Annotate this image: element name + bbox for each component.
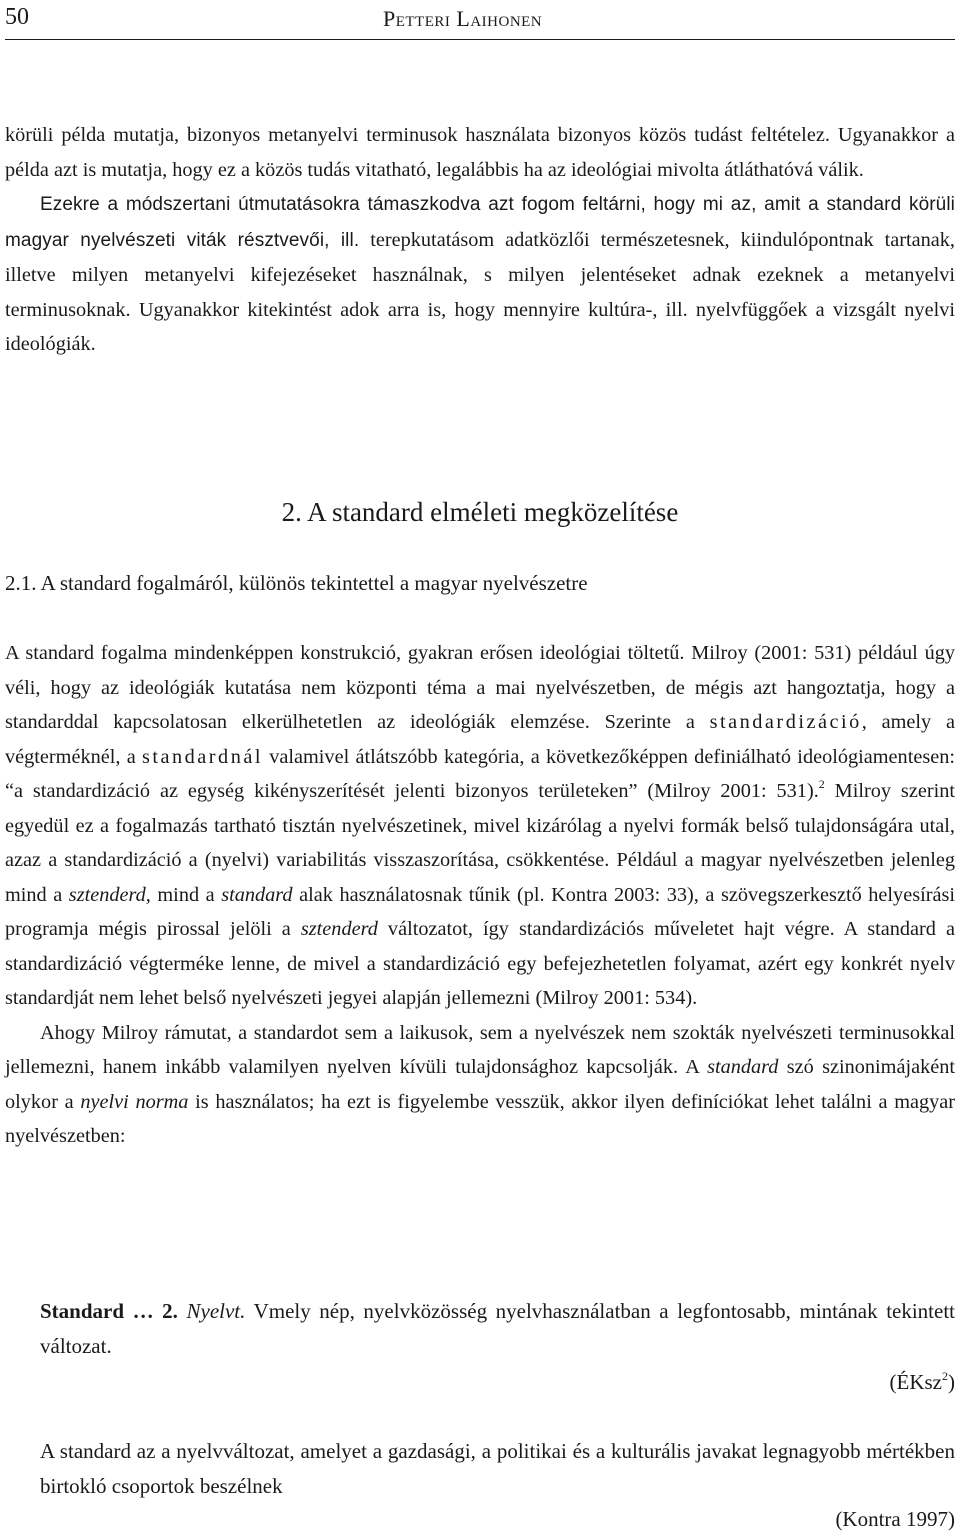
intro-text — [5, 118, 955, 362]
source-text: ) — [948, 1370, 955, 1394]
dictionary-headword: Standard … 2. — [40, 1299, 178, 1323]
main-paragraph-1 — [5, 636, 955, 1016]
running-head: Petteri Laihonen — [383, 6, 543, 31]
text-run: Ahogy Milroy rámutat, a standardot sem a laikusok, sem a nyelvészek nem szokták nyelvészeti terminusokkal jellemezni, hanem inkább valamilyen nyelven kívüli tulajdonsághoz kapcsolják. A — [5, 1021, 955, 1078]
text-run: változatot, így standardizációs műveletet hajt végre. A standard a standardizáció végterméke lenne, de mivel a standardizáció egy befejezhetetlen folyamat, azért egy konkrét nyelv standardját nem lehet belső nyelvészeti jegyei alapján jellemezni (Milroy 2001: 534). — [5, 918, 955, 1009]
text-run: valamivel átlátszóbb kategória, a következőképpen definiálható ideológiamentesen: “a standardizáció az egység kikényszerítését jelenti bizonyos területeken” (Milroy 2001: 531). — [5, 745, 956, 802]
page-number: 50 — [5, 4, 29, 30]
text-run: Milroy szerint egyedül ez a fogalmazás tartható tisztán nyelvészetinek, mivel kizárólag a nyelvi formák belső tulajdonságára utal, azaz a standardizáció a (nyelvi) variabilitás visszaszorítása, csökkentése. Például a magyar nyelvészetben jelenleg mind a — [5, 780, 955, 906]
kontra-source: (Kontra 1997) — [835, 1507, 955, 1531]
text-run: alak használatosnak tűnik (pl. Kontra 2003: 33), a szövegszerkesztő helyesírási programja mégis pirossal jelöli a — [5, 883, 956, 940]
italic-term: nyelvi norma — [80, 1090, 189, 1113]
intro-p2-final-part: Ugyanakkor kitekintést adok arra is, hogy mennyire kultúra-, ill. nyelvfüggőek a vizsgált nyelvi ideológiák. — [5, 298, 955, 355]
spaced-term: standardnál — [141, 745, 263, 768]
main-text — [5, 636, 955, 1154]
italic-term: standard — [707, 1056, 779, 1078]
kontra-definition: A standard az a nyelvváltozat, amelyet a gazdasági, a politikai és a kulturális javakat legnagyobb mértékben birtokló csoportok beszélnek — [40, 1439, 955, 1498]
italic-term: sztenderd — [300, 918, 378, 940]
section-heading: 2. A standard elméleti megközelítése — [281, 497, 679, 527]
intro-p2-serif-part: terepkutatásom adatközlői természetesnek, kiindulópontnak tartanak, illetve milyen metanyelvi kifejezéseket használnak, s milyen jelentéseket adnak ezeknek a metanyelvi terminusoknak. — [5, 228, 956, 321]
source-text: (ÉKsz — [889, 1370, 942, 1394]
kontra-quote — [40, 1434, 955, 1503]
dictionary-definition: Vmely nép, nyelvközösség nyelvhasználatban a legfontosabb, mintának tekintett változat. — [40, 1299, 956, 1358]
intro-paragraph-2 — [5, 187, 955, 362]
dictionary-source — [890, 1365, 955, 1399]
text-run: A standard fogalma mindenképpen konstrukció, gyakran erősen ideológiai töltetű. Milroy (2001: 531) például úgy véli, hogy az ideológiák kutatása nem központi téma a mai nyelvészetben, de mégis azt hangoztatja, hogy a standarddal kapcsolatosan elkerülhetetlen az ideológiák elemzése. Szerinte a — [5, 642, 955, 733]
text-run: is használatos; ha ezt is figyelembe vesszük, akkor ilyen definíciókat lehet találni a magyar nyelvészetben: — [5, 1090, 956, 1147]
source-superscript: 2 — [942, 1369, 948, 1383]
intro-p2-sans-part: Ezekre a módszertani útmutatásokra támaszkodva azt fogom feltárni, hogy mi az, amit a standard körüli magyar nyelvészeti viták résztvevői, ill. — [5, 194, 955, 251]
subsection-heading: 2.1. A standard fogalmáról, különös tekintettel a magyar nyelvészetre — [5, 571, 588, 595]
intro-paragraph-1: körüli példa mutatja, bizonyos metanyelvi terminusok használata bizonyos közös tudást feltételez. Ugyanakkor a példa azt is mutatja, hogy ez a közös tudás vitatható, legalábbis ha az ideológiai mivolta átláthatóvá válik. — [5, 124, 955, 181]
main-paragraph-2 — [5, 1016, 955, 1154]
text-run: , amely a végterméknél, a — [5, 711, 955, 768]
text-run: mind a — [150, 883, 222, 906]
italic-term: sztenderd, — [68, 883, 151, 906]
dictionary-quote — [40, 1294, 955, 1363]
header-rule — [5, 39, 955, 40]
text-run: szó szinonimájaként olykor a — [5, 1056, 955, 1113]
italic-term: standard — [221, 883, 293, 906]
footnote-marker: 2 — [818, 777, 825, 792]
spaced-term: standardizáció — [709, 711, 862, 733]
dictionary-label: Nyelvt. — [177, 1299, 246, 1323]
